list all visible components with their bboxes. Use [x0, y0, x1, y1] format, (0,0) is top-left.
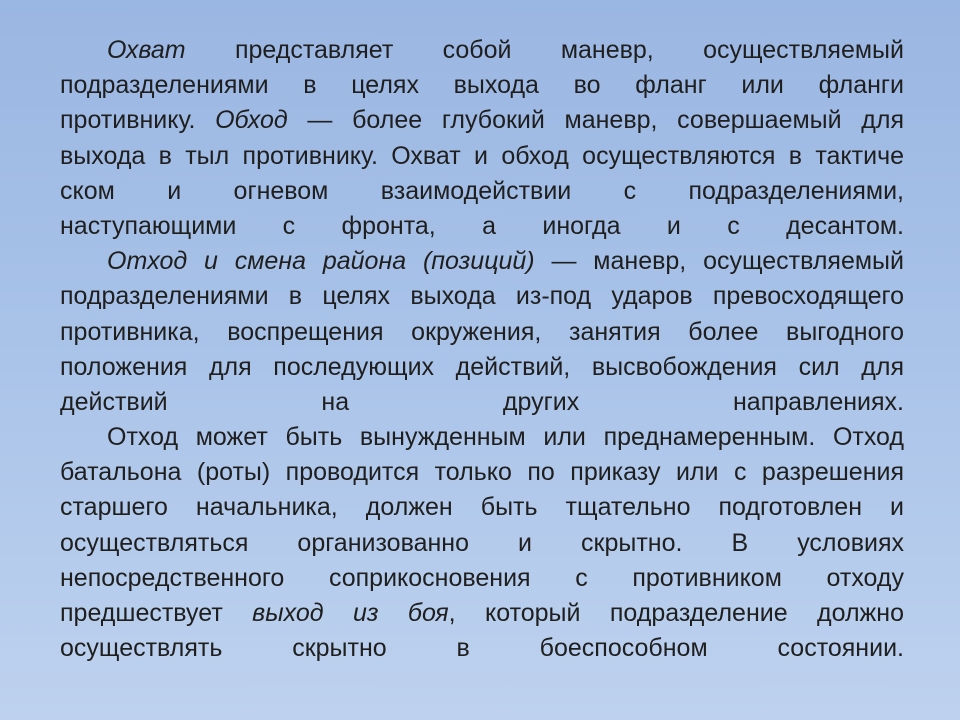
text-segment: выхода в тыл противнику. Охват и обход осуществляются в тактиче — [60, 141, 904, 170]
text-line — [60, 315, 904, 350]
text-segment: противнику. — [60, 106, 216, 135]
text-segment: осуществляться организованно и скрытно. В условиях — [60, 528, 904, 557]
text-line — [60, 279, 904, 314]
text-segment: ском и огневом взаимодействии с подразделениями, — [60, 176, 904, 205]
slide-text-body — [60, 33, 904, 666]
text-segment: батальона (роты) проводится только по приказу или с разрешения — [60, 458, 904, 487]
text-segment: предшествует — [60, 599, 253, 627]
text-line — [60, 68, 904, 103]
text-segment: непосредственного соприкосновения с противником отходу — [60, 563, 904, 592]
text-segment: — более глубокий маневр, совершаемый для — [287, 106, 904, 135]
text-line — [60, 350, 904, 385]
paragraph-retreat — [60, 420, 904, 666]
text-line — [60, 561, 904, 596]
text-line — [60, 174, 904, 209]
term-outflanking: Обход — [215, 106, 288, 135]
term-disengagement: выход из боя — [252, 599, 449, 627]
text-segment: Отход может быть вынужденным или преднамеренным. Отход — [107, 423, 904, 452]
text-line — [60, 596, 904, 631]
text-line — [60, 244, 904, 279]
text-line — [60, 139, 904, 174]
text-line — [60, 490, 904, 525]
term-envelopment: Охват — [107, 36, 186, 64]
text-line — [60, 103, 904, 138]
text-line — [60, 631, 904, 666]
text-line — [60, 33, 904, 68]
text-segment: осуществлять скрытно в боеспособном состоянии. — [60, 634, 904, 663]
paragraph-withdrawal — [60, 244, 904, 420]
text-segment: подразделениями в целях выхода из-под ударов превосходящего — [60, 282, 904, 311]
text-segment: действий на других направлениях. — [60, 387, 904, 416]
text-segment: положения для последующих действий, высвобождения сил для — [60, 352, 904, 381]
text-line — [60, 209, 904, 244]
text-segment: , который подразделение должно — [448, 599, 904, 627]
text-segment: — маневр, осуществляемый — [534, 247, 904, 276]
text-segment: представляет собой маневр, осуществляемый — [185, 36, 904, 64]
text-line — [60, 455, 904, 490]
text-line — [60, 420, 904, 455]
term-withdrawal: Отход и смена района (позиций) — [107, 247, 535, 276]
text-segment: противника, воспрещения окружения, занятия более выгодного — [60, 317, 904, 346]
text-line — [60, 385, 904, 420]
text-line — [60, 526, 904, 561]
text-segment: старшего начальника, должен быть тщательно подготовлен и — [60, 493, 904, 522]
text-segment: подразделениями в целях выхода во фланг или фланги — [60, 71, 904, 100]
paragraph-envelopment — [60, 33, 904, 244]
text-segment: наступающими с фронта, а иногда и с десантом. — [60, 211, 904, 240]
